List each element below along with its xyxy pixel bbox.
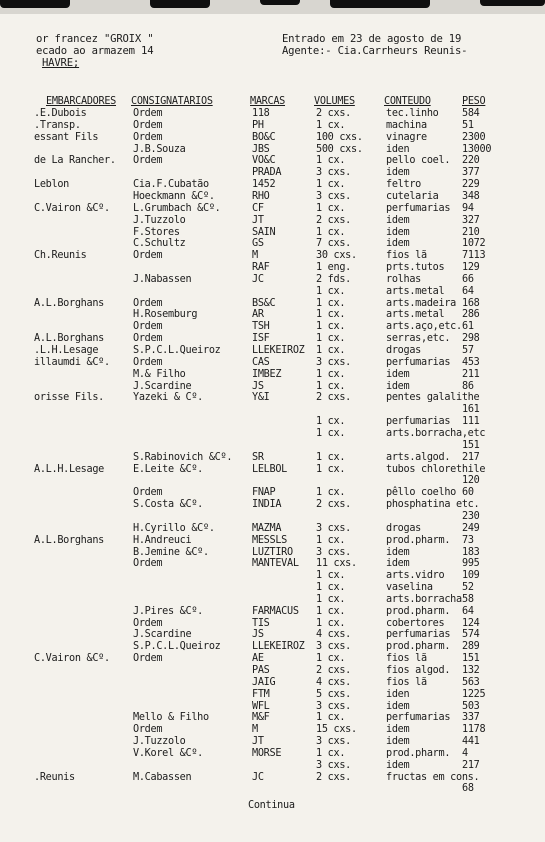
- cell-peso: 66: [462, 273, 474, 285]
- cell-volumes: 2 cxs.: [316, 499, 352, 511]
- cell-volumes: 1 cx.: [316, 119, 346, 131]
- cell-volumes: 1 cx.: [316, 345, 346, 356]
- cell-consignatario: Mello & Filho: [133, 712, 209, 724]
- cell-marca: JC: [252, 273, 264, 285]
- cell-consignatario: J.Scardine: [133, 629, 192, 641]
- cell-peso: 64: [462, 285, 474, 297]
- cell-volumes: 500 cxs.: [316, 143, 363, 155]
- cell-marca: LLEKEIROZ: [252, 641, 305, 653]
- cell-conteudo: pello coel.: [386, 155, 451, 167]
- cell-conteudo: prts.tutos: [386, 262, 445, 273]
- cell-volumes: 1 cx.: [316, 321, 346, 333]
- cell-peso: 249: [462, 522, 480, 534]
- cell-marca: SR: [252, 451, 264, 463]
- cell-conteudo: rolhas: [386, 273, 422, 285]
- cell-conteudo: idem: [386, 724, 410, 736]
- cell-volumes: 1 cx.: [316, 380, 346, 392]
- cell-consignatario: Ordem: [133, 131, 163, 143]
- cell-embarcador: de La Rancher.: [34, 155, 116, 167]
- cell-marca: TIS: [252, 617, 270, 629]
- cell-volumes: 1 cx.: [316, 593, 346, 605]
- cell-conteudo: cobertores: [386, 617, 445, 629]
- cell-embarcador: .E.Dubois: [34, 108, 87, 119]
- cell-consignatario: Yazeki & Cº.: [133, 392, 204, 404]
- cell-marca: FARMACUS: [252, 605, 299, 617]
- scan-edge-shadow: [330, 0, 430, 8]
- agent-line: Agente:- Cia.Carrheurs Reunis-: [282, 45, 468, 57]
- cell-conteudo: idem: [386, 167, 410, 179]
- cell-consignatario: S.Rabinovich &Cº.: [133, 451, 233, 463]
- cell-consignatario: J.Tuzzolo: [133, 736, 186, 747]
- cell-consignatario: L.Grumbach &Cº.: [133, 202, 221, 214]
- cell-peso: 151: [462, 653, 480, 665]
- cell-peso: 563: [462, 676, 480, 688]
- cell-conteudo: perfumarias: [386, 712, 451, 724]
- cell-consignatario: S.P.C.L.Queiroz: [133, 345, 221, 356]
- cell-conteudo: iden: [386, 688, 410, 700]
- cell-consignatario: B.Jemine &Cº.: [133, 546, 209, 558]
- cell-marca: JS: [252, 629, 264, 641]
- cell-marca: 118: [252, 108, 270, 119]
- cell-conteudo: phosphatina etc.: [386, 499, 480, 511]
- cell-conteudo: prod.pharm.: [386, 747, 451, 759]
- cell-peso: 1225: [462, 688, 486, 700]
- origin-port: HAVRE;: [42, 57, 80, 69]
- cell-marca: PAS: [252, 664, 270, 676]
- cell-marca: MORSE: [252, 747, 282, 759]
- cell-consignatario: J.Pires &Cº.: [133, 605, 204, 617]
- cell-conteudo: feltro: [386, 179, 422, 191]
- cell-marca: JT: [252, 736, 264, 747]
- cell-marca: LELBOL: [252, 463, 288, 475]
- cell-conteudo: vinagre: [386, 131, 427, 143]
- cell-marca: TSH: [252, 321, 270, 333]
- col-header-volumes: VOLUMES: [314, 96, 355, 107]
- cell-conteudo: iden: [386, 143, 410, 155]
- cell-volumes: 1 cx.: [316, 368, 346, 380]
- cell-conteudo: vaselina: [386, 582, 433, 593]
- cell-consignatario: Ordem: [133, 487, 163, 499]
- cell-peso: 4: [462, 747, 468, 759]
- cell-conteudo: arts.borracha,etc: [386, 427, 486, 439]
- cell-conteudo: arts.aço,etc.: [386, 321, 462, 333]
- col-header-marcas: MARCAS: [250, 96, 286, 107]
- cell-conteudo: drogas: [386, 345, 422, 356]
- cell-consignatario: Hoeckmann &Cº.: [133, 190, 215, 202]
- cell-consignatario: C.Schultz: [133, 238, 186, 250]
- cell-consignatario: Ordem: [133, 653, 163, 665]
- cell-marca: SAIN: [252, 226, 276, 238]
- cell-volumes: 3 cxs.: [316, 522, 352, 534]
- cell-peso: 584: [462, 108, 480, 119]
- cell-conteudo: arts.borracha: [386, 593, 462, 605]
- cell-volumes: 1 cx.: [316, 712, 346, 724]
- cell-conteudo: fios lã: [386, 676, 427, 688]
- cell-peso: 64: [462, 605, 474, 617]
- cell-embarcador: C.Vairon &Cº.: [34, 653, 110, 665]
- cell-conteudo: arts.metal: [386, 285, 445, 297]
- cell-embarcador: Leblon: [34, 179, 70, 191]
- cell-volumes: 2 cxs.: [316, 771, 352, 783]
- cell-volumes: 100 cxs.: [316, 131, 363, 143]
- cell-peso: 441: [462, 736, 480, 747]
- cell-marca: M: [252, 724, 258, 736]
- cell-consignatario: F.Stores: [133, 226, 180, 238]
- cell-volumes: 7 cxs.: [316, 238, 352, 250]
- cell-marca: WFL: [252, 700, 270, 712]
- cell-marca: CAS: [252, 356, 270, 368]
- warehouse-line: ecado ao armazem 14: [36, 45, 154, 57]
- cell-conteudo: perfumarias: [386, 202, 451, 214]
- cell-conteudo: arts.algod.: [386, 451, 451, 463]
- cell-conteudo: pentes galalithe: [386, 392, 480, 404]
- cell-volumes: 3 cxs.: [316, 641, 352, 653]
- cell-marca: RHO: [252, 190, 270, 202]
- cell-peso: 73: [462, 534, 474, 546]
- cell-embarcador: illaumdi &Cº.: [34, 356, 110, 368]
- cell-peso: 348: [462, 190, 480, 202]
- cell-marca: AR: [252, 309, 264, 321]
- cell-marca: PRADA: [252, 167, 282, 179]
- cell-marca: ISF: [252, 333, 270, 345]
- cell-peso: 217: [462, 451, 480, 463]
- cell-volumes: 3 cxs.: [316, 356, 352, 368]
- cell-marca: INDIA: [252, 499, 282, 511]
- cell-volumes: 11 cxs.: [316, 558, 357, 570]
- cell-marca: 1452: [252, 179, 276, 191]
- cell-consignatario: Ordem: [133, 108, 163, 119]
- entry-date-line: Entrado em 23 de agosto de 19: [282, 33, 462, 45]
- cell-marca: AE: [252, 653, 264, 665]
- cell-embarcador: A.L.H.Lesage: [34, 463, 105, 475]
- cell-marca: BS&C: [252, 297, 276, 309]
- cell-marca: IMBEZ: [252, 368, 282, 380]
- scan-edge-shadow: [150, 0, 210, 8]
- cell-marca: JAIG: [252, 676, 276, 688]
- col-header-embarcadores: EMBARCADORES: [46, 96, 117, 107]
- cell-conteudo: idem: [386, 226, 410, 238]
- cell-conteudo: perfumarias: [386, 629, 451, 641]
- cell-consignatario: Ordem: [133, 558, 163, 570]
- cell-consignatario: Ordem: [133, 724, 163, 736]
- cell-conteudo: fios lã: [386, 653, 427, 665]
- cell-peso: 574: [462, 629, 480, 641]
- cell-consignatario: Ordem: [133, 250, 163, 262]
- cell-consignatario: S.P.C.L.Queiroz: [133, 641, 221, 653]
- cell-conteudo: idem: [386, 368, 410, 380]
- cell-volumes: 4 cxs.: [316, 676, 352, 688]
- cell-volumes: 2 cxs.: [316, 664, 352, 676]
- cell-peso: 57: [462, 345, 474, 356]
- cell-marca: JS: [252, 380, 264, 392]
- cell-consignatario: Ordem: [133, 321, 163, 333]
- cell-marca: GS: [252, 238, 264, 250]
- cell-marca: JC: [252, 771, 264, 783]
- cell-consignatario: Ordem: [133, 155, 163, 167]
- cell-peso: 1072: [462, 238, 486, 250]
- cell-marca: JBS: [252, 143, 270, 155]
- cell-volumes: 1 cx.: [316, 653, 346, 665]
- cell-volumes: 1 cx.: [316, 582, 346, 593]
- cell-consignatario: M.& Filho: [133, 368, 186, 380]
- cell-conteudo: idem: [386, 214, 410, 226]
- cell-marca: LUZTIRO: [252, 546, 293, 558]
- cell-volumes: 1 cx.: [316, 534, 346, 546]
- cell-volumes: 1 cx.: [316, 427, 346, 439]
- cell-marca: VO&C: [252, 155, 276, 167]
- cell-peso: 211: [462, 368, 480, 380]
- cell-conteudo: serras,etc.: [386, 333, 451, 345]
- scan-edge-shadow: [480, 0, 545, 6]
- cell-peso: 151: [462, 439, 480, 451]
- cell-peso: 995: [462, 558, 480, 570]
- cell-marca: RAF: [252, 262, 270, 273]
- cell-embarcador: .Transp.: [34, 119, 81, 131]
- scan-edge-shadow: [260, 0, 300, 5]
- cell-consignatario: Ordem: [133, 617, 163, 629]
- cell-embarcador: .Reunis: [34, 771, 75, 783]
- cell-peso: 94: [462, 202, 474, 214]
- cell-embarcador: orisse Fils.: [34, 392, 105, 404]
- col-header-peso: PESO: [462, 96, 486, 107]
- cell-volumes: 2 fds.: [316, 273, 352, 285]
- cell-peso: 298: [462, 333, 480, 345]
- cell-conteudo: prod.pharm.: [386, 534, 451, 546]
- cell-conteudo: machina: [386, 119, 427, 131]
- cell-conteudo: perfumarias: [386, 356, 451, 368]
- cell-volumes: 1 cx.: [316, 226, 346, 238]
- cell-volumes: 30 cxs.: [316, 250, 357, 262]
- cell-consignatario: E.Leite &Cº.: [133, 463, 204, 475]
- cell-peso: 86: [462, 380, 474, 392]
- cell-consignatario: Ordem: [133, 119, 163, 131]
- cell-peso: 61: [462, 321, 474, 333]
- cell-volumes: 1 cx.: [316, 155, 346, 167]
- cell-embarcador: Ch.Reunis: [34, 250, 87, 262]
- cell-marca: M&F: [252, 712, 270, 724]
- cell-volumes: 1 cx.: [316, 179, 346, 191]
- cell-consignatario: Ordem: [133, 333, 163, 345]
- cell-consignatario: H.Cyrillo &Cº.: [133, 522, 215, 534]
- cell-marca: CF: [252, 202, 264, 214]
- cell-peso: 52: [462, 582, 474, 593]
- cell-consignatario: J.Scardine: [133, 380, 192, 392]
- cell-conteudo: idem: [386, 759, 410, 771]
- cell-peso: 120: [462, 475, 480, 487]
- cell-peso: 68: [462, 783, 474, 795]
- cell-peso: 220: [462, 155, 480, 167]
- col-header-consignatarios: CONSIGNATARIOS: [131, 96, 213, 107]
- cell-volumes: 1 cx.: [316, 605, 346, 617]
- cell-marca: LLEKEIROZ: [252, 345, 305, 356]
- cell-conteudo: cutelaria: [386, 190, 439, 202]
- cell-volumes: 2 cxs.: [316, 392, 352, 404]
- cell-conteudo: prod.pharm.: [386, 605, 451, 617]
- cell-volumes: 1 eng.: [316, 262, 352, 273]
- cell-conteudo: arts.vidro: [386, 570, 445, 582]
- cell-conteudo: idem: [386, 736, 410, 747]
- col-header-conteudo: CONTEUDO: [384, 96, 431, 107]
- cell-conteudo: fios algod.: [386, 664, 451, 676]
- scan-edge-shadow: [0, 0, 70, 8]
- cell-volumes: 3 cxs.: [316, 700, 352, 712]
- cell-peso: 7113: [462, 250, 486, 262]
- cell-marca: Y&I: [252, 392, 270, 404]
- cell-marca: MAZMA: [252, 522, 282, 534]
- cell-conteudo: fios lã: [386, 250, 427, 262]
- cell-conteudo: prod.pharm.: [386, 641, 451, 653]
- cell-volumes: 15 cxs.: [316, 724, 357, 736]
- cell-consignatario: S.Costa &Cº.: [133, 499, 204, 511]
- cell-conteudo: idem: [386, 558, 410, 570]
- cell-peso: 60: [462, 487, 474, 499]
- cell-conteudo: arts.metal: [386, 309, 445, 321]
- cell-conteudo: idem: [386, 546, 410, 558]
- cell-embarcador: .L.H.Lesage: [34, 345, 99, 356]
- cell-embarcador: C.Vairon &Cº.: [34, 202, 110, 214]
- cell-consignatario: J.B.Souza: [133, 143, 186, 155]
- cell-volumes: 1 cx.: [316, 297, 346, 309]
- cell-marca: MESSLS: [252, 534, 288, 546]
- cell-embarcador: essant Fils: [34, 131, 99, 143]
- cell-peso: 124: [462, 617, 480, 629]
- continua-note: Continua: [248, 800, 295, 811]
- cell-marca: MANTEVAL: [252, 558, 299, 570]
- cell-consignatario: J.Nabassen: [133, 273, 192, 285]
- vessel-line: or francez "GROIX ": [36, 33, 154, 45]
- cell-conteudo: arts.madeira: [386, 297, 457, 309]
- cell-conteudo: idem: [386, 700, 410, 712]
- cell-peso: 229: [462, 179, 480, 191]
- cell-marca: BO&C: [252, 131, 276, 143]
- cell-peso: 168: [462, 297, 480, 309]
- cell-conteudo: perfumarias: [386, 416, 451, 428]
- cell-peso: 58: [462, 593, 474, 605]
- cell-peso: 2300: [462, 131, 486, 143]
- cell-volumes: 1 cx.: [316, 617, 346, 629]
- cell-marca: PH: [252, 119, 264, 131]
- cell-volumes: 1 cx.: [316, 487, 346, 499]
- cell-volumes: 1 cx.: [316, 333, 346, 345]
- cell-peso: 132: [462, 664, 480, 676]
- cell-conteudo: idem: [386, 238, 410, 250]
- cell-volumes: 3 cxs.: [316, 546, 352, 558]
- cell-peso: 13000: [462, 143, 492, 155]
- cell-peso: 51: [462, 119, 474, 131]
- cell-volumes: 1 cx.: [316, 416, 346, 428]
- cell-embarcador: A.L.Borghans: [34, 534, 105, 546]
- cell-marca: FNAP: [252, 487, 276, 499]
- cell-peso: 183: [462, 546, 480, 558]
- cell-consignatario: Ordem: [133, 297, 163, 309]
- cell-consignatario: M.Cabassen: [133, 771, 192, 783]
- cell-volumes: 3 cxs.: [316, 736, 352, 747]
- cell-peso: 111: [462, 416, 480, 428]
- cell-volumes: 4 cxs.: [316, 629, 352, 641]
- cell-volumes: 1 cx.: [316, 463, 346, 475]
- cell-peso: 286: [462, 309, 480, 321]
- cell-conteudo: tubos chlorethile: [386, 463, 486, 475]
- cell-volumes: 1 cx.: [316, 309, 346, 321]
- cell-embarcador: A.L.Borghans: [34, 333, 105, 345]
- cell-peso: 503: [462, 700, 480, 712]
- cell-consignatario: H.Andreuci: [133, 534, 192, 546]
- cell-volumes: 3 cxs.: [316, 759, 352, 771]
- cell-volumes: 1 cx.: [316, 202, 346, 214]
- cell-peso: 210: [462, 226, 480, 238]
- cell-volumes: 1 cx.: [316, 451, 346, 463]
- cell-consignatario: Cia.F.Cubatão: [133, 179, 209, 191]
- cell-conteudo: fructas em cons.: [386, 771, 480, 783]
- cell-conteudo: idem: [386, 380, 410, 392]
- cell-peso: 377: [462, 167, 480, 179]
- cell-peso: 1178: [462, 724, 486, 736]
- cell-volumes: 3 cxs.: [316, 190, 352, 202]
- cell-peso: 337: [462, 712, 480, 724]
- cell-conteudo: pêllo coelho: [386, 487, 457, 499]
- cell-marca: FTM: [252, 688, 270, 700]
- cell-peso: 129: [462, 262, 480, 273]
- cell-peso: 327: [462, 214, 480, 226]
- cell-embarcador: A.L.Borghans: [34, 297, 105, 309]
- cell-volumes: 3 cxs.: [316, 167, 352, 179]
- cell-marca: M: [252, 250, 258, 262]
- cell-volumes: 1 cx.: [316, 285, 346, 297]
- cell-consignatario: V.Korel &Cº.: [133, 747, 204, 759]
- cell-consignatario: Ordem: [133, 356, 163, 368]
- cell-volumes: 2 cxs.: [316, 214, 352, 226]
- cell-peso: 289: [462, 641, 480, 653]
- cell-volumes: 1 cx.: [316, 747, 346, 759]
- cell-peso: 109: [462, 570, 480, 582]
- cell-peso: 453: [462, 356, 480, 368]
- cell-volumes: 2 cxs.: [316, 108, 352, 119]
- cell-peso: 161: [462, 404, 480, 416]
- cell-peso: 230: [462, 510, 480, 522]
- cell-consignatario: J.Tuzzolo: [133, 214, 186, 226]
- cell-consignatario: H.Rosemburg: [133, 309, 198, 321]
- cell-marca: JT: [252, 214, 264, 226]
- cell-volumes: 5 cxs.: [316, 688, 352, 700]
- cell-conteudo: drogas: [386, 522, 422, 534]
- cell-peso: 217: [462, 759, 480, 771]
- cell-volumes: 1 cx.: [316, 570, 346, 582]
- cell-conteudo: tec.linho: [386, 108, 439, 119]
